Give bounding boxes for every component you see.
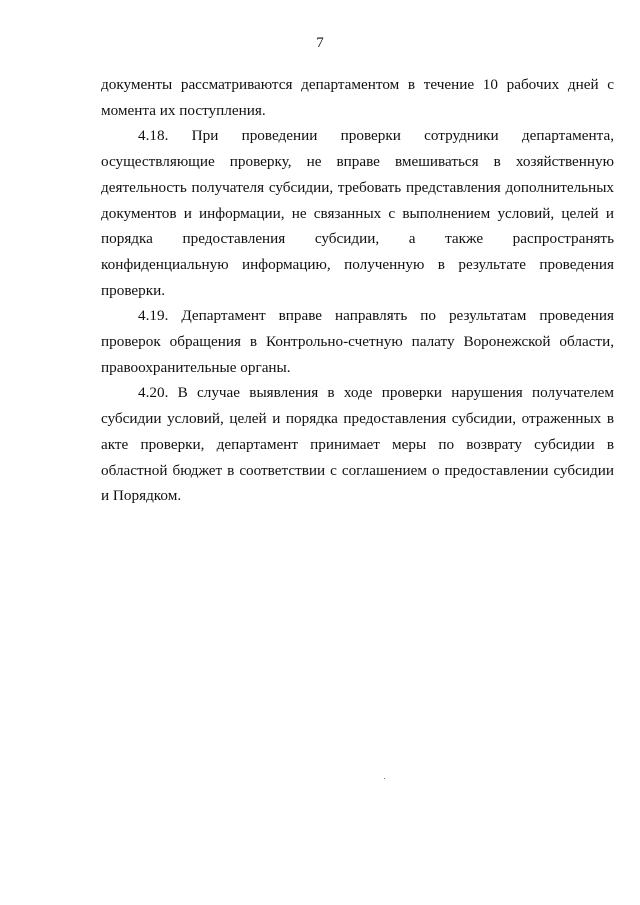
paragraph-4-19: 4.19. Департамент вправе направлять по результатам проведения проверок обращения в Контрольно-счетную палату Воронежской области, правоохранительные органы. — [101, 307, 614, 376]
paragraph-4-18: 4.18. При проведении проверки сотрудники департамента, осуществляющие проверку, не вправе вмешиваться в хозяйственную деятельность получателя субсидии, требовать представления дополнительных документов и информации, не связанных с выполнением условий, целей и порядка предоставления субсидии, а также распространять конфиденциальную информацию, полученную в результате проведения проверки. — [101, 127, 614, 299]
page-number: 7 — [316, 35, 324, 51]
paragraph-continuation: документы рассматриваются департаментом в течение 10 рабочих дней с момента их поступления. — [101, 76, 614, 119]
document-body — [101, 72, 614, 509]
paragraph-4-20: 4.20. В случае выявления в ходе проверки нарушения получателем субсидии условий, целей и порядка предоставления субсидии, отраженных в акте проверки, департамент принимает меры по возврату субсидии в областной бюджет в соответствии с соглашением о предоставлении субсидии и Порядком. — [101, 384, 614, 505]
scan-artifact-dot — [384, 778, 385, 779]
